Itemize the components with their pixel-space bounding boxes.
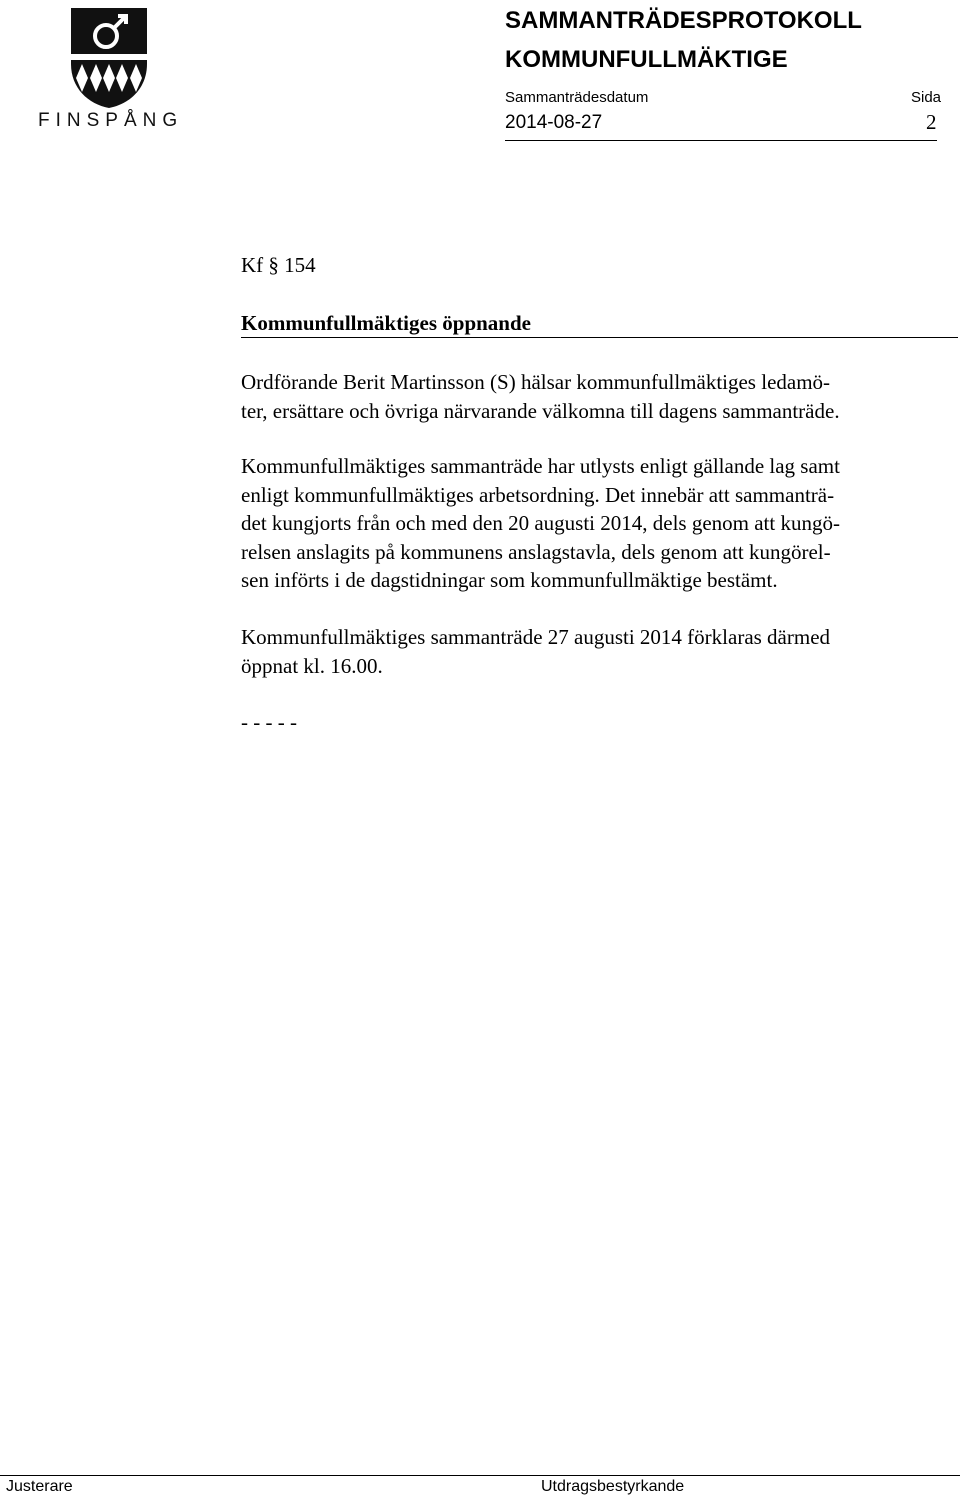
text-line: öppnat kl. 16.00. [241, 653, 383, 678]
section-title: Kommunfullmäktiges öppnande [241, 311, 531, 335]
protocol-title: SAMMANTRÄDESPROTOKOLL [505, 7, 862, 34]
logo-wordmark: FINSPÅNG [38, 110, 184, 131]
page-number: 2 [926, 110, 937, 134]
text-line: det kungjorts från och med den 20 augusti 2014, dels genom att kungö- [241, 511, 840, 535]
text-line: sen införts i de dagstidningar som kommunfullmäktige bestämt. [241, 568, 778, 592]
body-paragraph [241, 452, 946, 595]
utdragsbestyrkande-label: Utdragsbestyrkande [541, 1478, 685, 1495]
justerare-label: Justerare [6, 1478, 73, 1495]
text-line: Kommunfullmäktiges sammanträde har utlysts enligt gällande lag samt [241, 454, 840, 478]
page-label: Sida [911, 89, 942, 106]
text-line: relsen anslagits på kommunens anslagstavla, dels genom att kungörel- [241, 539, 831, 564]
body-paragraph [241, 623, 946, 680]
meeting-date-label: Sammanträdesdatum [505, 89, 649, 106]
text-line: ter, ersättare och övriga närvarande välkomna till dagens sammanträde. [241, 398, 840, 423]
text-line: enligt kommunfullmäktiges arbetsordning. Det innebär att sammanträ- [241, 482, 835, 507]
body-name: KOMMUNFULLMÄKTIGE [505, 46, 788, 73]
paragraph-number: Kf § 154 [241, 253, 316, 277]
body-paragraph [241, 368, 946, 425]
text-line: Kommunfullmäktiges sammanträde 27 augusti 2014 förklaras därmed [241, 625, 831, 649]
municipality-logo [38, 6, 184, 134]
footer-divider [0, 1475, 960, 1476]
coat-of-arms-icon [38, 6, 180, 110]
header-divider [505, 140, 937, 141]
text-line: Ordförande Berit Martinsson (S) hälsar kommunfullmäktiges ledamö- [241, 370, 831, 394]
meeting-date: 2014-08-27 [505, 112, 603, 133]
section-divider [241, 337, 958, 338]
end-marker: - - - - - [241, 710, 297, 734]
